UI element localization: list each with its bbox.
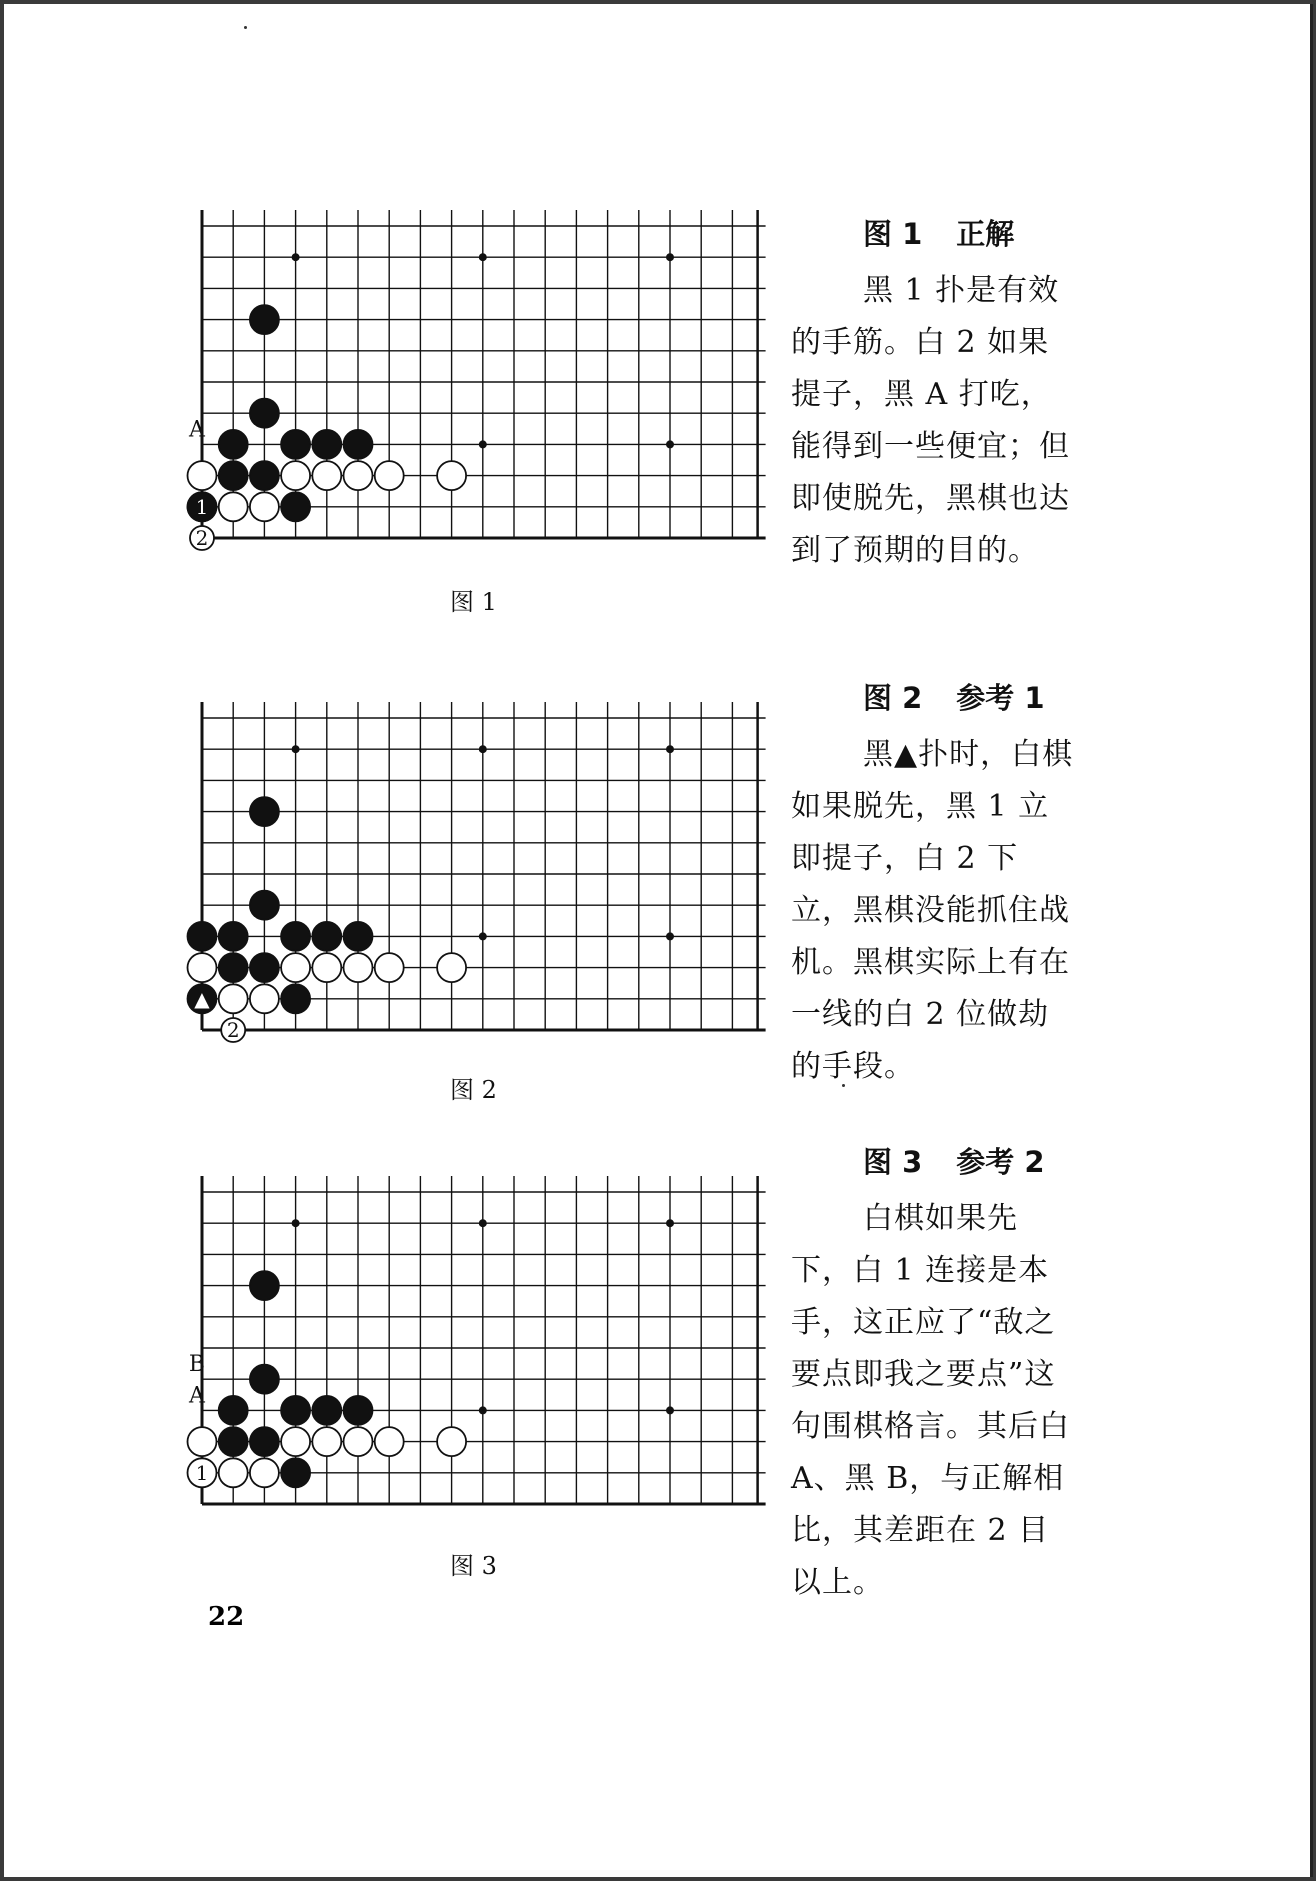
figure-2-text-block: [791, 676, 1079, 1093]
figure-1-text-block: [791, 212, 1079, 577]
black-stone: [250, 953, 279, 982]
white-stone: [312, 1427, 341, 1456]
stone-move-number: 1: [195, 494, 209, 519]
stone-move-number: 2: [226, 1018, 240, 1042]
black-stone: [281, 492, 310, 521]
star-point: [479, 932, 487, 940]
board-svg: [184, 210, 774, 610]
figure-subtitle: 参考 2: [956, 1145, 1045, 1179]
star-point: [666, 932, 674, 940]
board-svg: [184, 1176, 774, 1576]
white-stone: [312, 461, 341, 490]
page: [4, 4, 1313, 1877]
white-stone: [312, 953, 341, 982]
black-stone: [281, 1458, 310, 1487]
figure-caption: 图 1: [450, 588, 497, 616]
white-stone: [281, 461, 310, 490]
figure-subtitle: 参考 1: [956, 681, 1045, 715]
figure-label: 图 3: [863, 1145, 923, 1179]
scan-speck: [244, 26, 247, 29]
black-stone: [250, 1365, 279, 1394]
stone-move-number: 2: [195, 526, 209, 550]
figure-subtitle: 正解: [956, 217, 1015, 251]
black-stone: [250, 305, 279, 334]
black-stone: [219, 953, 248, 982]
black-stone: [312, 922, 341, 951]
white-stone: [188, 461, 217, 490]
white-stone: [219, 492, 248, 521]
black-stone: [250, 797, 279, 826]
white-stone: [375, 1427, 404, 1456]
black-stone: [219, 1396, 248, 1425]
black-stone: [188, 922, 217, 951]
black-stone: [281, 984, 310, 1013]
black-stone: [250, 461, 279, 490]
black-stone: [344, 430, 373, 459]
figure-label: 图 1: [863, 217, 923, 251]
board-svg: [184, 702, 774, 1102]
white-stone: [344, 461, 373, 490]
star-point: [666, 1406, 674, 1414]
star-point: [666, 1219, 674, 1227]
figure-title: [863, 212, 1079, 253]
white-stone: [437, 1427, 466, 1456]
go-board-figure-1: [184, 210, 774, 610]
star-point: [292, 253, 300, 261]
point-letter-label: A: [189, 417, 205, 443]
black-stone: [219, 461, 248, 490]
black-stone: [344, 922, 373, 951]
star-point: [479, 440, 487, 448]
white-stone: [437, 953, 466, 982]
white-stone: [281, 953, 310, 982]
figure-description: 黑▲扑时，白棋如果脱先，黑 1 立即提子，白 2 下立，黑棋没能抓住战机。黑棋实际上有在一线的白 2 位做劫的手段。: [791, 737, 1074, 1084]
star-point: [479, 1406, 487, 1414]
black-stone: [219, 1427, 248, 1456]
stone-move-number: 1: [195, 1460, 209, 1485]
white-stone: [250, 984, 279, 1013]
white-stone: [219, 1458, 248, 1487]
star-point: [479, 1219, 487, 1227]
white-stone: [344, 953, 373, 982]
black-stone: [250, 1271, 279, 1300]
black-stone: [281, 430, 310, 459]
figure-description: 白棋如果先下，白 1 连接是本手，这正应了“敌之要点即我之要点”这句围棋格言。其后白 A、黑 B，与正解相比，其差距在 2 目以上。: [791, 1201, 1070, 1600]
white-stone: [375, 461, 404, 490]
figure-3-text-block: [791, 1140, 1079, 1609]
white-stone: [188, 953, 217, 982]
star-point: [479, 253, 487, 261]
figure-title: [863, 1140, 1079, 1181]
figure-label: 图 2: [863, 681, 923, 715]
page-number: 22: [208, 1602, 245, 1632]
black-stone: [312, 430, 341, 459]
white-stone: [344, 1427, 373, 1456]
white-stone: [188, 1427, 217, 1456]
black-stone: [219, 430, 248, 459]
star-point: [479, 745, 487, 753]
star-point: [292, 1219, 300, 1227]
figure-description: 黑 1 扑是有效的手筋。白 2 如果提子，黑 A 打吃，能得到一些便宜；但即使脱先，黑棋也达到了预期的目的。: [791, 273, 1070, 568]
star-point: [666, 253, 674, 261]
scan-speck: [842, 1084, 845, 1087]
white-stone: [250, 1458, 279, 1487]
stone-move-number: ▲: [194, 986, 210, 1011]
star-point: [666, 745, 674, 753]
go-board-figure-3: [184, 1176, 774, 1576]
point-letter-label: B: [188, 1352, 206, 1378]
star-point: [666, 440, 674, 448]
black-stone: [344, 1396, 373, 1425]
star-point: [292, 745, 300, 753]
black-stone: [281, 1396, 310, 1425]
black-stone: [250, 1427, 279, 1456]
white-stone: [375, 953, 404, 982]
white-stone: [250, 492, 279, 521]
figure-caption: 图 3: [450, 1552, 497, 1580]
go-board-figure-2: [184, 702, 774, 1102]
black-stone: [219, 922, 248, 951]
black-stone: [281, 922, 310, 951]
black-stone: [312, 1396, 341, 1425]
black-stone: [250, 399, 279, 428]
black-stone: [250, 891, 279, 920]
point-letter-label: A: [189, 1383, 205, 1409]
white-stone: [281, 1427, 310, 1456]
white-stone: [437, 461, 466, 490]
white-stone: [219, 984, 248, 1013]
figure-caption: 图 2: [450, 1076, 497, 1104]
figure-title: [863, 676, 1079, 717]
